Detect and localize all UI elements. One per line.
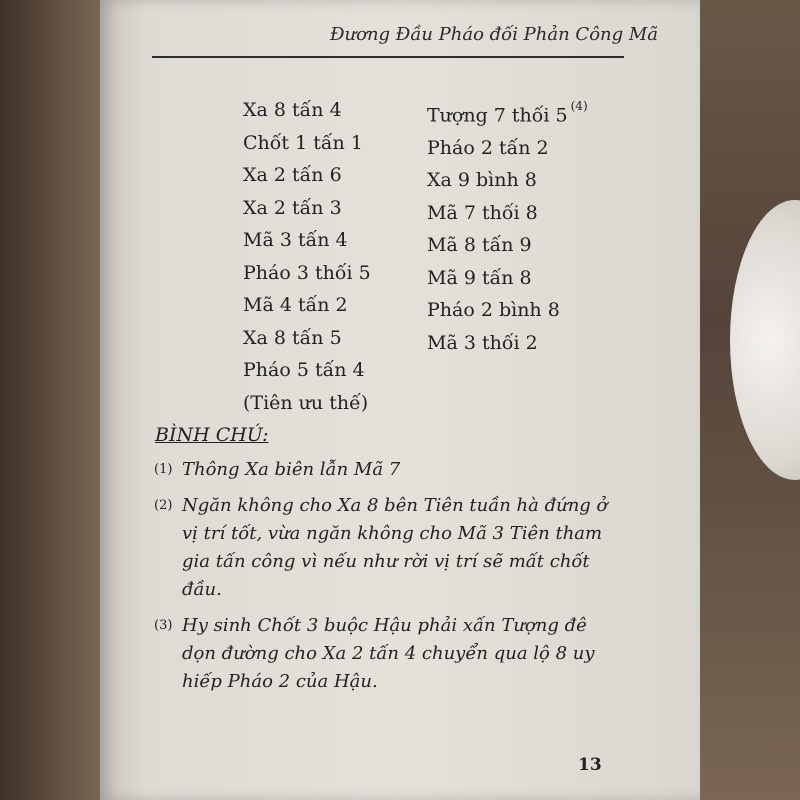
move-right: Mã 8 tấn 9 bbox=[427, 234, 532, 257]
move-left: Xa 8 tấn 5 bbox=[243, 326, 342, 349]
moves-left-column bbox=[243, 94, 371, 419]
note-text: Thông Xa biên lẫn Mã 7 bbox=[182, 459, 401, 480]
move-left: Pháo 5 tấn 4 bbox=[243, 359, 365, 381]
commentary-note bbox=[154, 492, 624, 604]
note-number: (1) bbox=[154, 462, 173, 477]
running-title: Đương Đầu Pháo đối Phản Công Mã bbox=[330, 24, 659, 45]
move-left: Xa 2 tấn 6 bbox=[243, 164, 342, 186]
move-right-text: Tượng 7 thối 5 bbox=[427, 104, 568, 127]
move-left: Chốt 1 tấn 1 bbox=[243, 131, 363, 154]
page-number: 13 bbox=[578, 755, 602, 775]
commentary-note bbox=[154, 456, 624, 484]
commentary-note bbox=[154, 612, 624, 696]
note-number: (2) bbox=[154, 498, 173, 513]
note-number: (3) bbox=[154, 618, 173, 633]
moves-right-column bbox=[427, 94, 588, 359]
move-left: Xa 2 tấn 3 bbox=[243, 196, 342, 219]
note-reference: (4) bbox=[570, 99, 588, 113]
note-text: Hy sinh Chốt 3 buộc Hậu phải xấn Tượng đê dọn đường cho Xa 2 tấn 4 chuyển qua lộ 8 uy hiếp Pháo 2 của Hậu. bbox=[182, 615, 595, 692]
move-right bbox=[427, 94, 588, 132]
move-left: Pháo 3 thối 5 bbox=[243, 261, 371, 284]
move-right: Mã 9 tấn 8 bbox=[427, 266, 532, 289]
move-right: Mã 7 thối 8 bbox=[427, 201, 538, 224]
note-text: Ngăn không cho Xa 8 bên Tiên tuần hà đứng ở vị trí tốt, vừa ngăn không cho Mã 3 Tiên tham gia tấn công vì nếu như rời vị trí sẽ mất chốt đầu. bbox=[182, 495, 608, 600]
move-left-evaluation: (Tiên ưu thế) bbox=[243, 391, 369, 414]
commentary-notes bbox=[154, 456, 624, 704]
move-right: Mã 3 thối 2 bbox=[427, 331, 538, 354]
move-right: Pháo 2 bình 8 bbox=[427, 299, 560, 322]
header-rule bbox=[152, 56, 624, 58]
move-right: Pháo 2 tấn 2 bbox=[427, 136, 549, 159]
move-left: Mã 4 tấn 2 bbox=[243, 294, 348, 316]
move-left: Mã 3 tấn 4 bbox=[243, 229, 348, 251]
move-right: Xa 9 bình 8 bbox=[427, 169, 537, 192]
move-left: Xa 8 tấn 4 bbox=[243, 99, 342, 121]
commentary-title: BÌNH CHÚ: bbox=[155, 424, 269, 446]
